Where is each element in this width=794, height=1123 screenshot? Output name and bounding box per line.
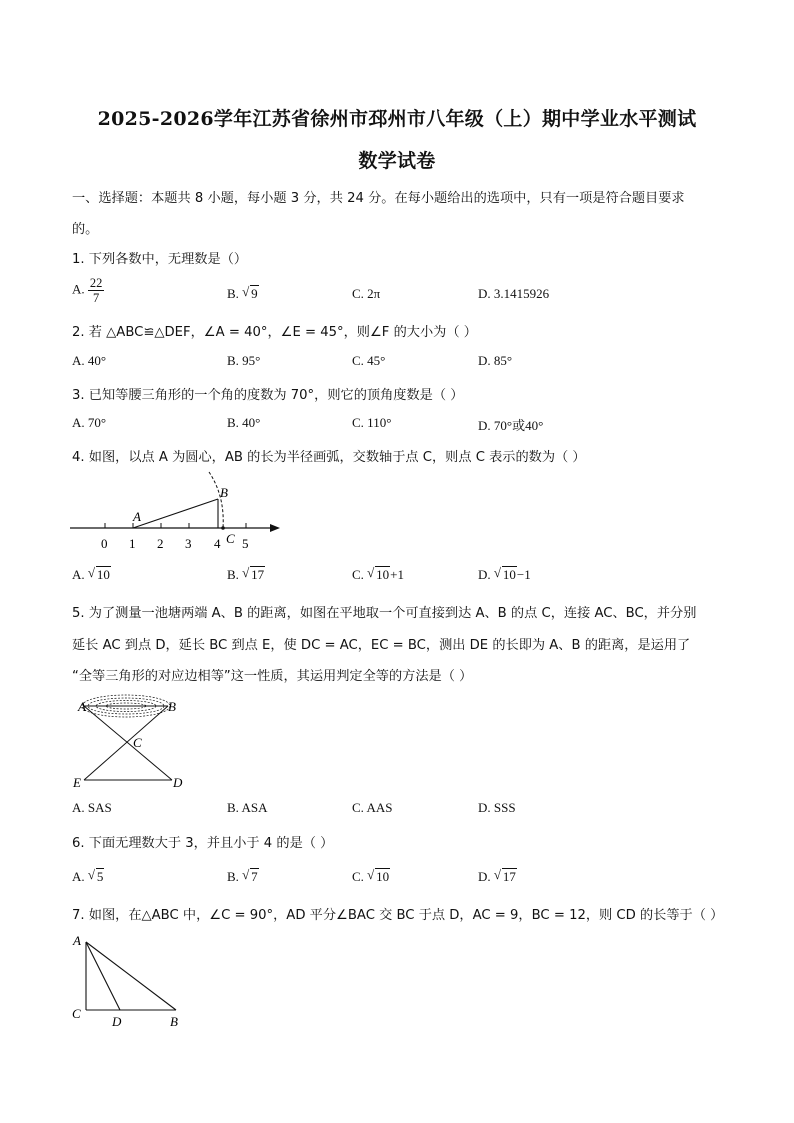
q4-option-a[interactable] — [72, 567, 111, 583]
q4-option-c[interactable] — [352, 567, 404, 583]
q5-pond-figure — [68, 692, 198, 792]
q4-option-d-tail: −1 — [516, 567, 531, 582]
q6-option-d-radicand: 17 — [502, 869, 516, 884]
q5-label-b: B — [168, 699, 176, 714]
section-intro-line1: 一、选择题：本题共 8 小题，每小题 3 分，共 24 分。在每小题给出的选项中，只有一项是符合题目要求 — [72, 191, 685, 206]
q6-options — [72, 869, 732, 889]
sqrt-icon: √ 17 — [242, 565, 265, 582]
q2-options — [72, 353, 732, 373]
q3-stem: 3. 已知等腰三角形的一个角的度数为 70°，则它的顶角度数是（ ） — [72, 388, 464, 403]
q4-segment-ab — [133, 499, 218, 528]
q4-tick-2: 2 — [157, 536, 164, 551]
q4-option-b[interactable] — [227, 567, 265, 583]
q6-option-a[interactable] — [72, 869, 104, 885]
q1-option-b-radicand: 9 — [251, 286, 258, 301]
q4-option-c-label: C. — [352, 567, 364, 582]
q7-label-c: C — [72, 1006, 81, 1021]
q6-option-b-radicand: 7 — [251, 869, 258, 884]
q4-tick-4: 4 — [214, 536, 221, 551]
q5-stem-line1: 5. 为了测量一池塘两端 A、B 的距离，如图在平地取一个可直接到达 A、B 的点 C，连接 AC、BC，并分别 — [72, 606, 697, 621]
q6-option-c[interactable] — [352, 869, 390, 885]
q4-tick-5: 5 — [242, 536, 249, 551]
q5-stem-line2: 延长 AC 到点 D，延长 BC 到点 E，使 DC = AC，EC = BC，测出 DE 的长即为 A、B 的距离，是运用了 — [72, 638, 691, 653]
q1-fraction-denominator: 7 — [93, 291, 100, 305]
q5-label-c: C — [133, 735, 142, 750]
q1-option-b-label: B. — [227, 286, 239, 301]
q1-option-a-label: A. — [72, 281, 85, 297]
q3-option-a[interactable]: A. 70° — [72, 415, 107, 430]
q7-label-b: B — [170, 1014, 178, 1029]
sqrt-icon: √ 10 — [367, 867, 390, 884]
q6-option-a-radicand: 5 — [96, 869, 104, 884]
q7-label-a: A — [73, 933, 81, 948]
q2-option-c[interactable]: C. 45° — [352, 353, 386, 368]
sqrt-icon: √ 10 — [87, 565, 110, 582]
q1-stem: 1. 下列各数中，无理数是（） — [72, 252, 248, 267]
q4-stem: 4. 如图，以点 A 为圆心，AB 的长为半径画弧，交数轴于点 C，则点 C 表示的数为（ ） — [72, 450, 586, 465]
sqrt-icon: √ 10 — [493, 565, 516, 582]
q5-option-a[interactable]: A. SAS — [72, 800, 112, 815]
q1-option-a[interactable] — [72, 276, 104, 305]
q1-fraction-numerator: 22 — [89, 276, 103, 290]
q1-option-b[interactable] — [227, 286, 259, 302]
q5-label-a: A — [78, 699, 86, 714]
q4-option-a-radicand: 10 — [96, 567, 110, 582]
q6-option-d-label: D. — [478, 869, 491, 884]
q4-point-c — [221, 526, 225, 530]
q6-option-c-radicand: 10 — [376, 869, 390, 884]
q3-option-b[interactable]: B. 40° — [227, 415, 261, 430]
q6-stem: 6. 下面无理数大于 3，并且小于 4 的是（ ） — [72, 836, 334, 851]
q5-label-d: D — [173, 775, 183, 790]
q2-option-b[interactable]: B. 95° — [227, 353, 261, 368]
q4-label-c: C — [226, 531, 235, 546]
sqrt-icon: √ 10 — [367, 565, 390, 582]
q4-axis-arrow-icon — [270, 524, 280, 532]
q6-option-c-label: C. — [352, 869, 364, 884]
q1-option-d[interactable]: D. 3.1415926 — [478, 286, 550, 301]
q5-option-d[interactable]: D. SSS — [478, 800, 516, 815]
exam-title-line1: 2025-2026学年江苏省徐州市邳州市八年级（上）期中学业水平测试 — [97, 108, 697, 130]
q4-label-b: B — [220, 485, 228, 500]
section-intro-line2: 的。 — [72, 222, 99, 237]
q1-option-c[interactable]: C. 2π — [352, 286, 381, 301]
q4-tick-1: 1 — [129, 536, 136, 551]
q4-label-a: A — [133, 509, 141, 524]
q7-stem: 7. 如图，在△ABC 中，∠C = 90°，AD 平分∠BAC 交 BC 于点 D，AC = 9，BC = 12，则 CD 的长等于（ ） — [72, 908, 724, 923]
q6-option-a-label: A. — [72, 869, 85, 884]
q3-options — [72, 415, 732, 435]
sqrt-icon: √ 5 — [87, 867, 104, 884]
q7-segment-ad — [86, 942, 120, 1010]
q5-stem-line3: “全等三角形的对应边相等”这一性质，其运用判定全等的方法是（ ） — [72, 669, 473, 684]
q7-triangle-figure — [68, 930, 188, 1030]
q2-stem: 2. 若 △ABC≌△DEF，∠A = 40°，∠E = 45°，则∠F 的大小为（ ） — [72, 325, 477, 340]
q4-option-c-radicand: 10 — [376, 567, 390, 582]
q5-options — [72, 800, 732, 820]
sqrt-icon: √ 17 — [493, 867, 516, 884]
q1-options — [72, 276, 732, 305]
q5-option-b[interactable]: B. ASA — [227, 800, 268, 815]
q2-option-d[interactable]: D. 85° — [478, 353, 513, 368]
q4-option-b-radicand: 17 — [251, 567, 265, 582]
q1-fraction — [88, 276, 105, 305]
q5-label-e: E — [73, 775, 81, 790]
q7-segment-ab — [86, 942, 176, 1010]
q4-option-b-label: B. — [227, 567, 239, 582]
q4-options — [72, 567, 732, 587]
q4-number-line-figure — [68, 468, 288, 552]
sqrt-icon: √ 9 — [242, 284, 258, 301]
q5-option-c[interactable]: C. AAS — [352, 800, 393, 815]
q4-tick-3: 3 — [185, 536, 192, 551]
q4-option-d-label: D. — [478, 567, 491, 582]
q7-label-d: D — [112, 1014, 122, 1029]
exam-title-line2: 数学试卷 — [358, 150, 436, 172]
q3-option-c[interactable]: C. 110° — [352, 415, 392, 430]
q6-option-b[interactable] — [227, 869, 259, 885]
q4-option-a-label: A. — [72, 567, 85, 582]
q6-option-b-label: B. — [227, 869, 239, 884]
q4-option-d-radicand: 10 — [502, 567, 516, 582]
q4-option-d[interactable] — [478, 567, 531, 583]
q4-option-c-tail: +1 — [390, 567, 405, 582]
q6-option-d[interactable] — [478, 869, 517, 885]
q4-tick-0: 0 — [101, 536, 108, 551]
q3-option-d[interactable]: D. 70°或40° — [478, 418, 544, 433]
sqrt-icon: √ 7 — [242, 867, 258, 884]
q2-option-a[interactable]: A. 40° — [72, 353, 107, 368]
